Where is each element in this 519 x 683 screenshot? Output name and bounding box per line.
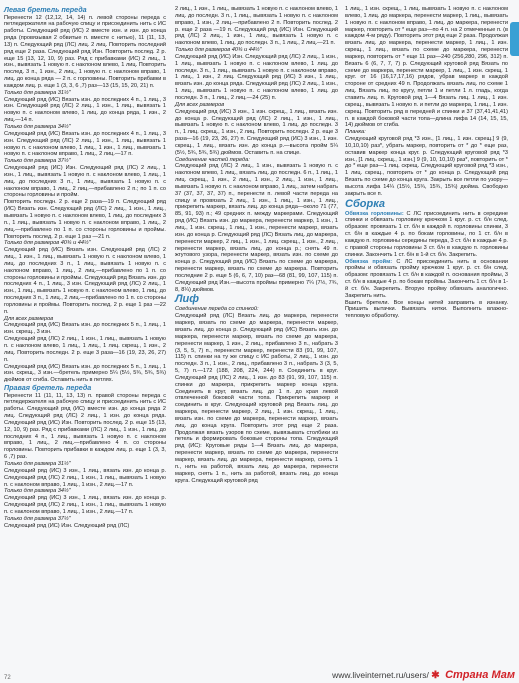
paragraph: Следующий ряд (ЛС) 2 лиц., 1 изн., 1 лиц., вывязать 1 новую п. с наклоном влево, 1 лиц., 1 лиц., 1 лиц. скрещ., 1 изн., 2 лиц. Повторить последн. 2 р. еще 3 раза—16 (19, 23, 26, 27) п. xyxy=(4,336,166,363)
column-right xyxy=(345,6,508,320)
section-heading: Левая бретель переда xyxy=(4,5,87,14)
paragraph: Следующий ряд (ИС) 3 изн., 1 лиц., вязать изн. до конца р. Следующий ряд (ЛС) 2 лиц., 1 изн., 1 лиц., вывязать 1 новую п. с наклоном вправо, 1 лиц., 1 изн., 2 лиц.—17 п. xyxy=(4,495,166,515)
paragraph: Следующий круговой ряд *3 изн., [1 лиц., 1 изн. скрещ.] 9 (9, 10,10,10) раз*, убрать маркер, повторить от * до * еще раз, оставив маркер конца круг. р. Следующий круговой ряд *3 изн., [1 лиц. скрещ., 1 изн.] 9 (9, 10, 10,10) раз*, повторить от * до * еще раз—1 лиц. скрещ. Следующий круговой ряд *3 изн., 1 лиц. скрещ., повторить от * до конца р. Следующий ряд Вязать по схеме до конца круга. Закрыть все петли по узору—высота лифа 14¼ (15½, 15¾, 15¾, 15¾) дюйма. Свободно закрыть все п. xyxy=(345,136,508,197)
paragraph: Вшить бретели. Все концы нитей заправить в изнанку. Пришить вытачки. Вывязать нитки. Выполнить влажно-тепловую обработку. xyxy=(345,299,508,320)
watermark-logo-icon: ✱ xyxy=(431,670,440,681)
paragraph: Обвязка горловины: С ЛС присоединить нить в середине спинки и обвязать горловину крючком 1 круг. р. ст. б/н след. образом: провязать 1 ст. б/н в каждой п. горловины спинки, 3 ст. б/н в каждые 4 р. по бокам горловины, по 1 ст. б/н в каждую п. горловины середины переда, 3 ст. б/н в каждые 4 р. с правой стороны горловины 3 ст. б/н в каждую п. горловины спинки. Закончить 1 ст. б/н в 1-й ст. б/н. Закрепить. xyxy=(345,210,508,258)
section-heading: Лиф xyxy=(175,293,200,306)
section-heading: Только для размера 34½" xyxy=(4,124,71,130)
paragraph: Следующий ряд (ИС) 3 изн., 1 лиц., вязать изн. до конца р. Следующий ряд (ЛС) 2 лиц., 1 изн., 1 лиц., вывязать 1 новую п. с наклоном вправо, 1 лиц., 1 изн., 2 лиц.—17 п. xyxy=(4,467,166,488)
page-number: 72 xyxy=(4,675,11,681)
section-heading: Только для размера 37½" xyxy=(4,158,71,165)
paragraph: 2 лиц., 1 изн., 1 лиц., вывязать 1 новую п. с наклоном влево, 1 лиц. до последн. 3 п., 1 лиц., вывязать 1 новую п. с наклоном вправо, 1 изн., 2 лиц.—прибавлено 2 п. Повторить послед. 2 р. еще 2 раза —19 п. Следующий ряд (ИС) Изн. Следующий ряд (ЛС) 2 лиц., 1 изн., 1 лиц., вывязать 1 новую п. с наклоном влево, 1 лиц. до последн. 3 п., 1 лиц., 2 лиц.—21 п. xyxy=(175,6,338,47)
section-heading: Для всех размеров xyxy=(175,101,225,108)
paragraph: Следующий ряд (ИС) Вязать изн. Следующий ряд (ЛС) 2 лиц., 1 изн., 1 лиц., вывязать 1 новую п. с наклоном влево, 1 лиц. до последних 3 п., 1 лиц., вывязать 1 новую п. с наклоном вправо, 1 лиц., 2 лиц.—прибавлено по 1 п. со стороны горловины и проймы. Следующий ряд Вязать изн. до последних 4 п., 1 лиц., 3 изн. Следующий ряд (ЛС) 2 лиц., 1 изн., 1 лиц., вывязать 1 новую п. с наклоном влево, 1 лиц. до последних 3 п., 1 лиц., 2 лиц.—прибавлено по 1 п. со стороны горловины и проймы. Повторить послед. 2 р. еще 1 раз —22 п. xyxy=(4,247,166,315)
section-edge-tab xyxy=(510,22,519,56)
section-heading: Соединение частей переда: xyxy=(175,156,250,163)
paragraph: Следующий ряд (ИС) Изн. Следующий ряд (ЛС) 2 лиц., 1 изн., 1 лиц., вывязать 1 новую п. с наклоном влево, 1 лиц. до последн. 3 п., 1 лиц., вывязать 1 новую п. с наклоном вправо, 1 лиц., 1 изн., 2 лиц. Следующий ряд (ИС) 3 изн., 1 лиц., вязать изн. до конца ряда. Следующий ряд (ЛС) 2 лиц., 1 изн., 1 лиц., вывязать 1 новую п. с наклоном влево, 1 лиц. до последн. 3 п., 1 лиц., 2 лиц.—24 (25) п. xyxy=(175,53,338,101)
paragraph: Повторить последн. 2 р. еще 2 раза—19 п. Следующий ряд (ИС) Вязать изн. Следующий ряд (ЛС) 2 лиц., 1 изн., 1 лиц., вывязать 1 новую п. с наклоном влево, 1 лиц. до последних 3 п., 1 лиц., вывязать 1 новую п. с наклоном вправо, 1 лиц., 2 лиц.—прибавлено по 1 п. со стороны горловины и проймы. Повторить послед. 2 р. еще 1 раз —21 п. xyxy=(4,199,166,240)
section-heading: Только для размеров 40¾ и 44½" xyxy=(175,47,262,54)
paragraph: Следующий ряд (ЛС) 2 лиц., 1 изн., вывязать 1 новую п. с наклоном влево, 1 лиц., вязать лиц. до последн. 6 п., 1 лиц., 1 лиц. скрещ., 1 изн., 2 лиц., 1 изн., 2 лиц., 1 изн., 1 лиц., вывязать 1 новую п. с наклоном вправо, 1 лиц., затем набрать 37 (37, 37, 37, 37) п., перенести п. левой части переда на спицу и провязать 2 лиц., 1 изн., 1 лиц., 1 изн., 1 лиц., прикрепить маркер, вязать лиц. до конца ряда—около 71 (77, 85, 91, 93) п.; 49 средних п. между маркерами. Следующий ряд (ИС) Вязать изн. до маркера, перенести маркер, 1 изн., 1 лиц., 1 изн. скрещ., 1 лиц., 1 изн., перенести маркер, вязать изн. до конца р. Следующий ряд (ЛС) Вязать лиц. до маркера, перенести маркер, 2 лиц., 1 изн., 1 лиц. скрещ., 1 изн., 2 лиц., перенести маркер, вязать лиц. до конца р.; снять 49 п. жгутового узора, перенести маркер, вязать изн. по схеме до конца р. Следующий ряд (ИС) Вязать по схеме до маркера, перенести маркер, вязать по схеме до маркера. Повторить последние 2 р. еще 5 (6, 6, 7, 10) раз—68 (81, 99, 107, 115) п. Следующий ряд Изн.—высота проймы примерно 7¼ (7½, 7¾, 8, 8¼) дюймов. xyxy=(175,163,338,293)
paragraph: Обвязка пройм: С ЛС присоединить нить в основании проймы и обвязать пройму крючком 1 круг. р. ст. б/н след. образом: провязать 1 ст. б/н в каждой п. основания проймы, 3 ст. б/н в каждые 4 р. по бокам проймы. Закончить 1 ст. б/н в 1-й ст. б/н. Закрепить. Вторую пройму обвязать аналогично. Закрепить нить. xyxy=(345,258,508,299)
paragraph: Следующий ряд (ИС) Вязать изн. до последних 4 п., 1 лиц., 3 изн. Следующий ряд (ЛС) 2 лиц., 1 изн., 1 лиц., вывязать 1 новую п. с наклоном влево, 1 лиц. до конца ряда, 1 изн., 2 лиц.—14 п. xyxy=(4,96,166,124)
section-heading: Правая бретель переда xyxy=(4,383,92,393)
section-heading: Только для размера 31½" xyxy=(4,89,71,96)
section-heading: Планка: xyxy=(345,129,366,136)
column-left xyxy=(4,6,166,529)
section-heading: Только для размера 31½" xyxy=(4,461,71,467)
section-heading: Для всех размеров xyxy=(4,315,54,322)
watermark-site: www.liveinternet.ru/users/ xyxy=(332,670,429,680)
section-heading: Только для размера 34½" xyxy=(4,488,71,495)
section-heading: Только для размеров 40¾ и 44½" xyxy=(4,240,91,247)
paragraph: 1 лиц., 1 изн. скрещ., 1 лиц. вывязать 1 новую п. с наклоном влево, 1 лиц. до маркера, перенести маркер, 1 лиц., вывязать 1 новую п. с наклоном вправо, 1 лиц. до маркера, перенести маркер, повторить от * еще раз—по 4 п. на 2 отмеченные п. (в каждом 4-м ряду). Повторить этот ряд еще 2 раза. Продолжая вязать лиц. до маркера, перенести маркер, 1 лиц., 1 изн. скрещ., 1 лиц., вязать по схеме до маркера, перенести маркер, повторить от * еще 11 раз—240 (256,280, 296, 312) п. Вязать 6 (6, 7, 7, 7) р. Следующий круговой ряд Вязать по схеме до маркера, перенести маркер, 1 лиц., 1 изн. скрещ. 1 круг. от 16 (16,17,17,16) рядов, убрав маркер в каждой стороне от средних 49 п. Продолжать вязать лиц. по схеме 1 лиц. Вязать лиц. по кругу, петли 1 и петли 1 л. гладь, когда ставить лиц. п. Круговой ряд 1—4 Вязать лиц. 1 лиц., 1 изн. скрещ., вывязать 1 новую п. и петли до маркера, 1 лиц., 1 изн. скрещ. Повторить ряд в передней и спинки и 37 (37,41,41,41) п. в каждой боковой части топа—длина лифа 14 (14, 15, 15, 14) дюймов от сгиба. xyxy=(345,6,508,129)
watermark xyxy=(332,669,515,681)
paragraph: Следующий ряд (ИС) 3 изн., 1 изн. скрещ., 1 лиц., вязать изн. до конца р. Следующий ряд (ЛС) 2 лиц., 1 изн., 1 лиц., вывязать 1 новую п. с наклоном влево, 1 лиц. до последн. 3 п., 1 лиц. скрещ., 1 изн., 2 лиц. Повторить последн. 2 р. еще 3 раза—16 (19, 23, 26, 27) п. Следующий ряд (ИС) 3 изн., 1 изн. скрещ., 1 лиц., вязать изн. до конца р.—высота пройм 5¼ (5½, 5¾, 5¾, 5¾) дюймов. Оставить п. на спице. xyxy=(175,108,338,156)
paragraph: Следующий ряд (ИС) Вязать изн. до последних 4 п., 1 лиц., 3 изн. Следующий ряд (ЛС) 2 лиц., 1 изн., 1 лиц., вывязать 1 новую п. с наклоном влево, 1 лиц., 1 изн., 1 лиц., вывязать 1 новую п. с наклоном вправо, 1 лиц., 2 лиц.—17 п. xyxy=(4,130,166,158)
paragraph: Следующий ряд (ЛС) Вязать лиц. до маркера, перенести маркер, вязать по схеме до маркера, перенести маркер, вязать лиц. до конца р. Следующий ряд (ИС) Вязать изн. до маркера, перенести маркер, вязать по схеме до маркера, перенести маркер, 1 изн., 2 лиц., прибавлено 3 п., набрать 3 (3, 5, 5, 7) п., перенести маркер, перенести 83 (91, 99, 107, 115) п. спинки на ту же спицу с ИС работы, 2 лиц., 1 изн. до последн. 3 п., 1 изн., 2 лиц., прибавлено 3 п., набрать 3 (3, 5, 5, 7) п.—172 (188, 208, 224, 244) п. Соединить в круг. Следующий ряд (ЛС) 2 лиц., 1 изн. до 83 (91, 99, 107, 115) п. спинки до маркера, прикрепить маркер конца круга. Соединить в круг, вязать лиц. до 1 п. до края левой отвлеченной боковой части топа. Прикрепить маркер и соединить в круг. Следующий круговой ряд Вязать лиц. до маркера, перенести маркер, 2 лиц., 1 изн. скрещ., 1 лиц., вязать изн. по схеме до маркера, перенести маркер, вязать лиц. до конца круга. Повторить этот ряд еще 2 раза. Продолжая вязать узоров по схеме, вывязывать столбики из петель и формировать боковые стороны топа. Следующий ряд (ИС): Круговые ряды 1—4 Вязать лиц. до маркера, перенести маркер, вязать по схеме до маркера, перенести маркер, вязать лиц. до маркера, перенести маркер, снять 1 п., нить на работой, вязать лиц. до маркера, перенести маркер, снять 1 п., нить за работой, вязать лиц. до конца круга. Следующий круговой ряд xyxy=(175,313,338,484)
section-heading: Соединение переда со спинкой: xyxy=(175,306,259,313)
watermark-brand: Страна Мам xyxy=(445,669,515,681)
paragraph: Следующий ряд (ИС) Изн. Следующий ряд (ЛС) xyxy=(4,522,130,529)
section-heading: Только для размера 37½" xyxy=(4,515,71,522)
section-heading: Сборка xyxy=(345,197,386,210)
column-middle xyxy=(175,6,338,484)
paragraph: Перенести 11 (11, 11, 13, 13) п. правой стороны переда с петледержателя на рабочую спицу и присоединить нить с ИС работы. Следующий ряд (ИС) вместе изн. до конца ряда 2 лиц. Следующий ряд (ЛС) 2 лиц., 1 изн. до конца ряда. Следующий ряд (ИС) Изн. Повторить послед. 2 р. еще 15 (13, 12, 10, 9) раз. Ряд с прибавками (ЛС) 2 лиц., 1 изн., 1 лиц. до последних 4 п., 1 лиц., вывязать 1 новую п. с наклоном вправо, 1 лиц., 2 лиц.—прибавлено 4 п. со стороны горловины. Повторить прибавки в каждом лиц. р. еще 1 (3, 3, 6 ,7) раз. xyxy=(4,392,166,461)
paragraph: Следующий ряд (ИС) Вязать изн. до последних 5 п., 1 лиц., 1 изн. скрещ., 3 изн.—бретель примерно 5¼ (5½, 5¾, 5¾, 5¾) дюймов от сгиба. Оставить нить в петлях. xyxy=(4,363,166,384)
paragraph: Перенести 12 (12,12, 14, 14) п. левой стороны переда с петледержателя на рабочую спицу и присоединить нить с ИС работы. Следующий ряд (ИС) 2 вместе изн. и изн. до конца ряда (провязывая 2 обвитые п. вместе с нитью), 11 (11, 13, 13) п. Следующий ряд (ЛС) лиц. 2 лиц. Повторить последний ряд еще 2 раза. Следующий ряд Изн. Повторить послед. 2 р. еще 15 (13, 12, 10, 9) раз. Ряд с прибавками (ИС) 2 лиц., 1 изн., вывязать 1 новую п. с наклоном влево, 1 лиц. Повторить послед. 3 п., 1 изн., 2 лиц., 1 новую п. с наклоном вправо, 1 лиц. до конца ряда — 2 п. с горловины. Повторить прибавки в каждом лиц. р. еще 1 (3, 3, 6 ,7) раз—13 (15, 15, 20, 21) п. xyxy=(4,14,166,89)
paragraph: Следующий ряд (ИС) Вязать изн. до последних 5 п., 1 лиц., 1 изн. скрещ., 3 изн. xyxy=(4,322,166,336)
paragraph: Следующий ряд (ИС) Изн. Следующий ряд (ЛС) 2 лиц., 1 изн., 1 лиц., вывязать 1 новую п. с наклоном влево, 1 лиц., 1 лиц. до последних 3 п., 1 лиц., вывязать 1 новую п. с наклоном вправо, 1 лиц., 2 лиц.—прибавлено 2 п.; по 1 п. со стороны горловины и пройм. xyxy=(4,165,166,199)
